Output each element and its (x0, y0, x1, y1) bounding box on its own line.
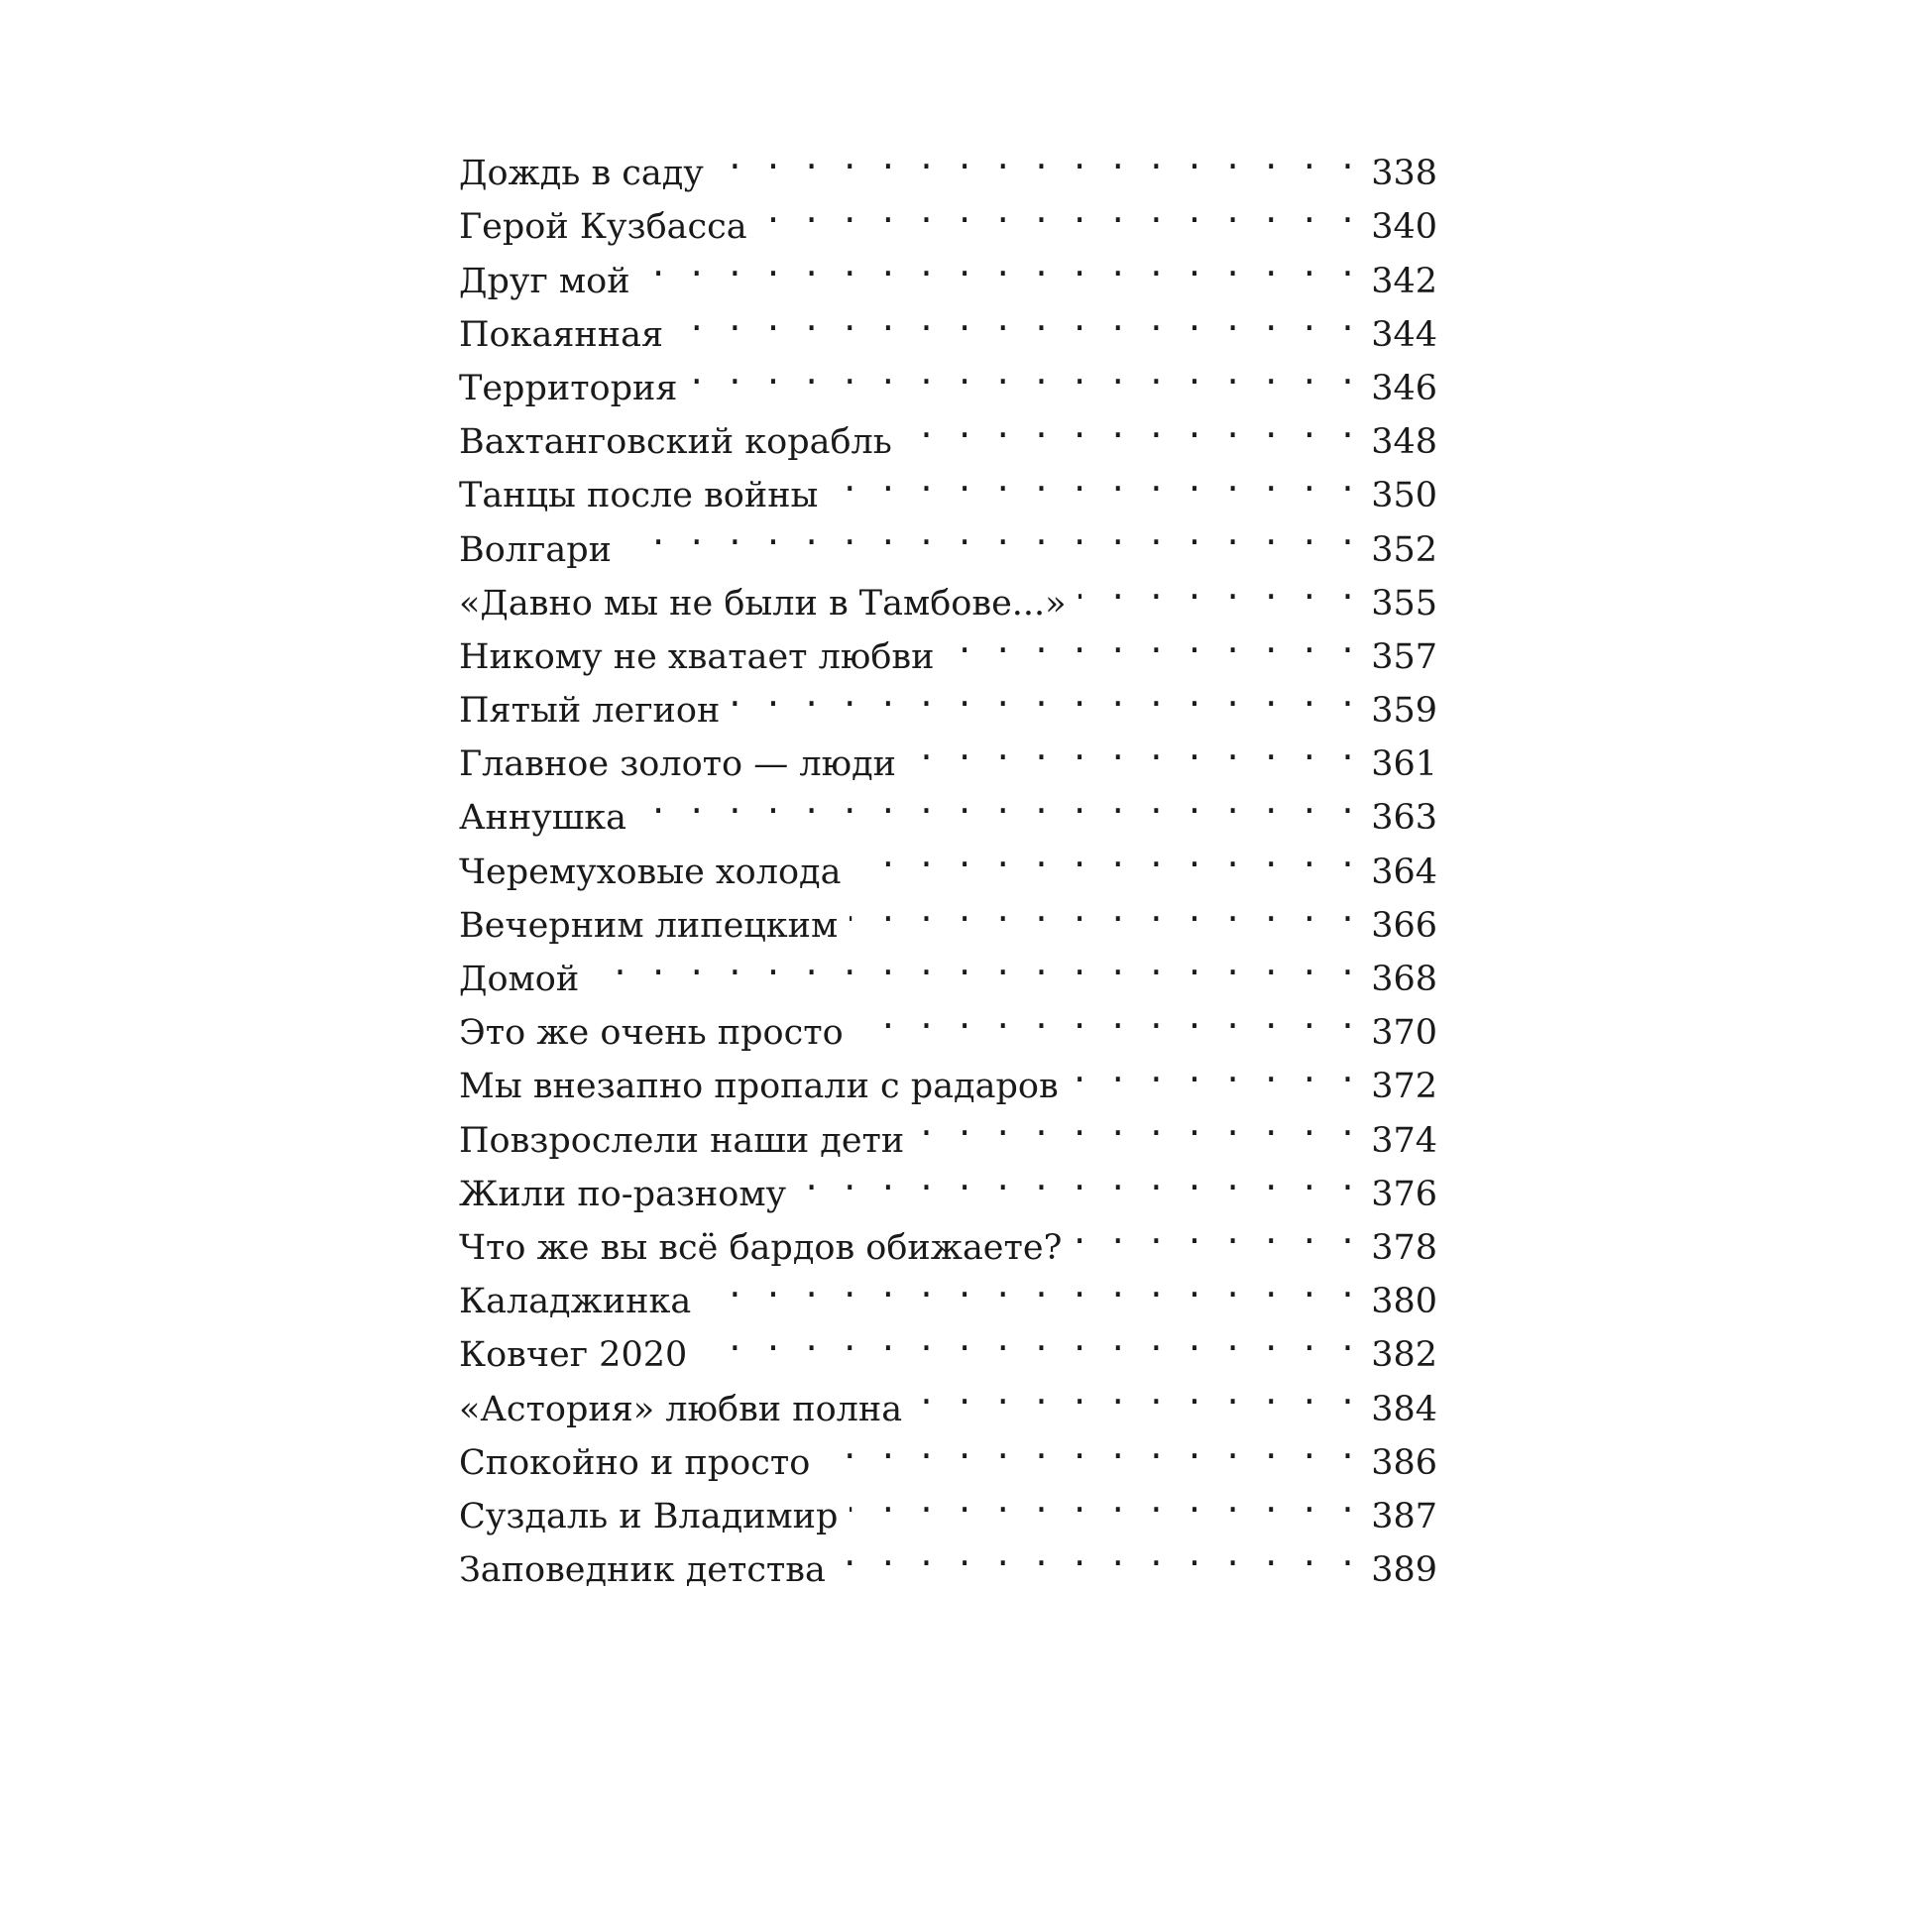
toc-entry-title: Покаянная (459, 314, 664, 355)
dot-leader (699, 1312, 1357, 1366)
toc-entry-title: Суздаль и Владимир (459, 1496, 839, 1536)
toc-entry-page: 359 (1371, 691, 1437, 732)
toc-entry-title: Вахтанговский корабль (459, 422, 892, 463)
dot-leader (689, 346, 1357, 399)
toc-entry-title: Танцы после войны (459, 476, 819, 516)
dot-leader (591, 937, 1357, 990)
toc-entry (459, 937, 1437, 1000)
toc-entry-title: Жили по-разному (459, 1174, 787, 1214)
toc-entry-title: Домой (459, 960, 580, 1000)
toc-entry (459, 131, 1437, 194)
toc-entry-page: 364 (1371, 852, 1437, 892)
dot-leader (852, 829, 1357, 882)
toc-entry-page: 342 (1371, 261, 1437, 301)
toc-entry-page: 366 (1371, 905, 1437, 946)
dot-leader (624, 507, 1357, 560)
dot-leader (1074, 1205, 1357, 1259)
toc-entry-title: Черемуховые холода (459, 852, 842, 892)
toc-entry-title: Заповедник детства (459, 1550, 826, 1591)
toc-entry-page: 350 (1371, 476, 1437, 516)
toc-entry-title: Герой Кузбасса (459, 207, 747, 248)
toc-entry-title: Спокойно и просто (459, 1442, 811, 1483)
toc-entry-page: 363 (1371, 798, 1437, 839)
dot-leader (830, 453, 1357, 507)
dot-leader (838, 1528, 1357, 1581)
toc-entry-title: Никому не хватает любви (459, 636, 935, 677)
dot-leader (1071, 1044, 1358, 1097)
toc-entry-title: Вечерним липецким (459, 905, 839, 946)
toc-entry-page: 384 (1371, 1389, 1437, 1429)
toc-entry-page: 340 (1371, 207, 1437, 248)
toc-entry-page: 374 (1371, 1120, 1437, 1161)
toc-entry-page: 357 (1371, 636, 1437, 677)
toc-entry-title: Главное золото — люди (459, 744, 896, 785)
dot-leader (908, 722, 1357, 775)
toc-entry-page: 376 (1371, 1174, 1437, 1214)
dot-leader (798, 1152, 1357, 1205)
toc-entry-page: 352 (1371, 529, 1437, 570)
toc-entry-page: 386 (1371, 1442, 1437, 1483)
toc-entry-title: Повзрослели наши дети (459, 1120, 905, 1161)
toc-entry-title: Каладжинка (459, 1282, 692, 1322)
dot-leader (916, 1097, 1357, 1151)
toc-entry-page: 361 (1371, 744, 1437, 785)
toc-entry-page: 382 (1371, 1335, 1437, 1376)
toc-entry-page: 372 (1371, 1067, 1437, 1107)
toc-entry-page: 389 (1371, 1550, 1437, 1591)
toc-entry-title: Волгари (459, 529, 612, 570)
toc-entry-title: Это же очень просто (459, 1013, 844, 1054)
dot-leader (675, 292, 1357, 346)
dot-leader (1079, 561, 1358, 615)
toc-entry-title: Пятый легион (459, 691, 721, 732)
dot-leader (716, 131, 1357, 184)
table-of-contents (459, 131, 1437, 1591)
toc-entry (459, 990, 1437, 1054)
toc-entry-page: 348 (1371, 422, 1437, 463)
toc-entry-page: 380 (1371, 1282, 1437, 1322)
dot-leader (703, 1259, 1357, 1312)
toc-entry-page: 378 (1371, 1227, 1437, 1268)
toc-entry-title: Дождь в саду (459, 154, 704, 194)
dot-leader (822, 1421, 1357, 1474)
toc-entry-page: 346 (1371, 368, 1437, 408)
toc-entry-page: 368 (1371, 960, 1437, 1000)
dot-leader (946, 615, 1357, 668)
toc-entry-title: Друг мой (459, 261, 630, 301)
toc-entry-title: Мы внезапно пропали с радаров (459, 1067, 1059, 1107)
toc-entry-page: 387 (1371, 1496, 1437, 1536)
dot-leader (759, 184, 1358, 238)
dot-leader (904, 399, 1357, 453)
toc-entry-title: Что же вы всё бардов обижаете? (459, 1227, 1063, 1268)
toc-entry-title: Ковчег 2020 (459, 1335, 688, 1376)
dot-leader (732, 668, 1357, 722)
dot-leader (642, 238, 1358, 291)
toc-entry-page: 338 (1371, 154, 1437, 194)
dot-leader (850, 1474, 1357, 1528)
toc-entry-title: Аннушка (459, 798, 627, 839)
toc-entry-title: Территория (459, 368, 678, 408)
dot-leader (850, 883, 1357, 937)
toc-entry-page: 370 (1371, 1013, 1437, 1054)
toc-entry-page: 355 (1371, 583, 1437, 624)
toc-entry-page: 344 (1371, 314, 1437, 355)
dot-leader (855, 990, 1358, 1044)
toc-entry-title: «Давно мы не были в Тамбове...» (459, 583, 1067, 624)
dot-leader (638, 775, 1357, 829)
toc-entry-title: «Астория» любви полна (459, 1389, 903, 1429)
dot-leader (914, 1366, 1357, 1420)
